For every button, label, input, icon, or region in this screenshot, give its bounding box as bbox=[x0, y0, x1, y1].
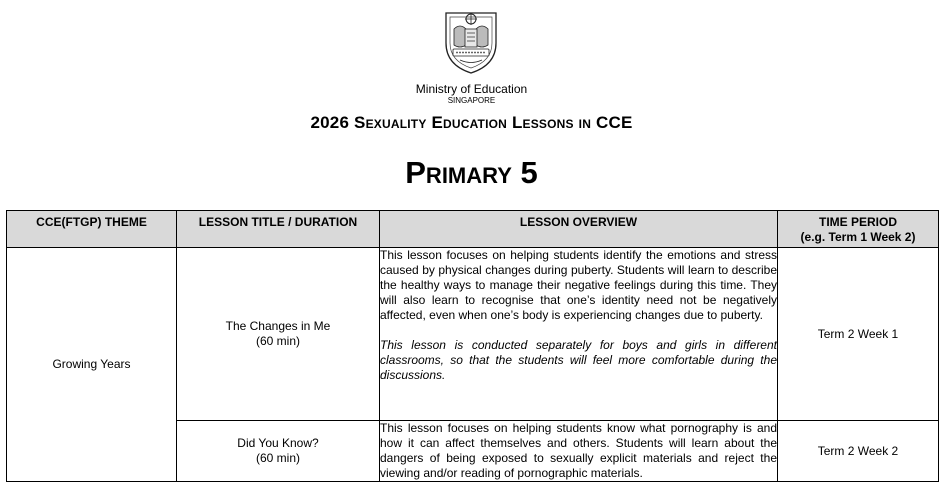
lesson-overview-cell bbox=[380, 421, 778, 482]
column-header-theme: CCE(FTGP) THEME bbox=[7, 211, 177, 248]
time-period-label: TIME PERIOD bbox=[818, 215, 897, 229]
time-period-cell: Term 2 Week 1 bbox=[778, 248, 939, 421]
document-title: 2026 Sexuality Education Lessons in CCE bbox=[310, 113, 633, 132]
lesson-title-cell bbox=[177, 421, 380, 482]
lesson-overview-text: This lesson focuses on helping students know what pornography is and how it can affect themselves and others. Students will learn about the dangers of being exposed to sexually explicit materials and reject the viewing and/or reading of pornographic materials. bbox=[380, 421, 777, 480]
lesson-duration: (60 min) bbox=[255, 451, 300, 465]
table-header-row bbox=[7, 211, 939, 248]
time-period-hint: (e.g. Term 1 Week 2) bbox=[800, 230, 916, 244]
lesson-overview-text: This lesson focuses on helping students identify the emotions and stress caused by physical changes during puberty. Students will learn to describe the healthy ways to manage their negative feelings during this time. They will also learn to recognise that one’s identity need not be negatively affected, even when one’s body is experiencing changes due to puberty. bbox=[380, 248, 777, 322]
level-heading: Primary 5 bbox=[405, 155, 538, 190]
column-header-lesson-title: LESSON TITLE / DURATION bbox=[177, 211, 380, 248]
lesson-overview-cell bbox=[380, 248, 778, 421]
lesson-note-text: This lesson is conducted separately for boys and girls in different classrooms, so that the students will feel more comfortable during the discussions. bbox=[380, 338, 777, 382]
ministry-country: SINGAPORE bbox=[447, 96, 496, 105]
ministry-name: Ministry of Education bbox=[415, 82, 528, 96]
moe-crest-logo bbox=[440, 7, 502, 75]
lesson-title-cell bbox=[177, 248, 380, 421]
lesson-title: The Changes in Me bbox=[225, 319, 331, 333]
table-row bbox=[7, 248, 939, 421]
theme-cell: Growing Years bbox=[7, 248, 177, 482]
lessons-table bbox=[6, 210, 939, 482]
column-header-overview: LESSON OVERVIEW bbox=[380, 211, 778, 248]
lesson-duration: (60 min) bbox=[255, 334, 300, 348]
time-period-cell: Term 2 Week 2 bbox=[778, 421, 939, 482]
lesson-title: Did You Know? bbox=[237, 436, 319, 450]
column-header-time-period bbox=[778, 211, 939, 248]
